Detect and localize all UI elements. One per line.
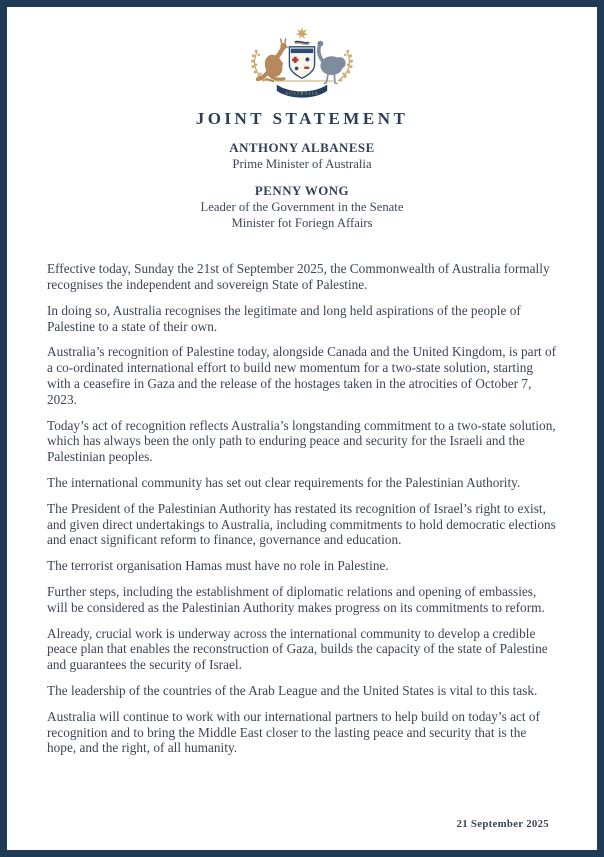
- paragraph: Further steps, including the establishment of diplomatic relations and opening of embassies, will be considered as the Palestinian Authority makes progress on its commitments to reform.: [47, 584, 545, 615]
- signatory-albanese: [7, 140, 597, 172]
- paragraph: Effective today, Sunday the 21st of September 2025, the Commonwealth of Australia formally recognises the independent and sovereign State of Palestine.: [47, 261, 550, 293]
- shield-icon: [289, 47, 314, 79]
- paragraph: In doing so, Australia recognises the legitimate and long held aspirations of the people of Palestine to a state of their own.: [47, 302, 521, 334]
- scroll-banner: [277, 85, 327, 98]
- signatory-title: Prime Minister of Australia: [232, 157, 372, 172]
- paragraph: The terrorist organisation Hamas must have no role in Palestine.: [47, 558, 389, 574]
- signatory-title: Minister fot Foriegn Affairs: [231, 216, 373, 231]
- paragraph: Already, crucial work is underway across the international community to develop a credible peace plan that enables the reconstruction of Gaza, builds the capacity of the state of Palestine and guarantees the security of Israel.: [47, 625, 548, 673]
- paragraph: Australia will continue to work with our international partners to help build on today’s act of recognition and to bring the Middle East closer to the lasting peace and security that is the hope, and the right, of all humanity.: [47, 708, 540, 756]
- page-title: JOINT STATEMENT: [195, 109, 409, 128]
- signatory-name: ANTHONY ALBANESE: [229, 141, 375, 155]
- paragraph: Australia’s recognition of Palestine today, alongside Canada and the United Kingdom, is part of a co-ordinated international effort to build new momentum for a two-state solution, starting with a ceasefire in Gaza and the release of the hostages taken in the atrocities of October 7, 2023.: [47, 344, 557, 407]
- signatory-title: Leader of the Government in the Senate: [200, 200, 404, 215]
- paragraph: The President of the Palestinian Authority has restated its recognition of Israel’s right to exist, and given direct undertakings to Australia, including commitments to hold democratic elections and enact significant reform to finance, governance and education.: [47, 500, 556, 548]
- emu-icon: [317, 41, 346, 84]
- signatory-name: PENNY WONG: [254, 184, 350, 199]
- kangaroo-icon: [258, 39, 289, 81]
- paragraph: The international community has set out clear requirements for the Palestinian Authority.: [47, 475, 521, 491]
- signatory-wong: [7, 183, 597, 231]
- scroll-text: AUSTRALIA: [285, 90, 319, 96]
- paragraph: Today’s act of recognition reflects Australia’s longstanding commitment to a two-state solution, which has always been the only path to enduring peace and security for the Israeli and the Palestinian peoples.: [47, 417, 556, 465]
- commonwealth-star-icon: [295, 27, 309, 44]
- statement-body: [7, 231, 597, 756]
- document-date: 21 September 2025: [456, 818, 549, 830]
- paragraph: The leadership of the countries of the Arab League and the United States is vital to this task.: [47, 682, 538, 698]
- australian-coat-of-arms-icon: [239, 25, 365, 101]
- document-header: [7, 7, 597, 231]
